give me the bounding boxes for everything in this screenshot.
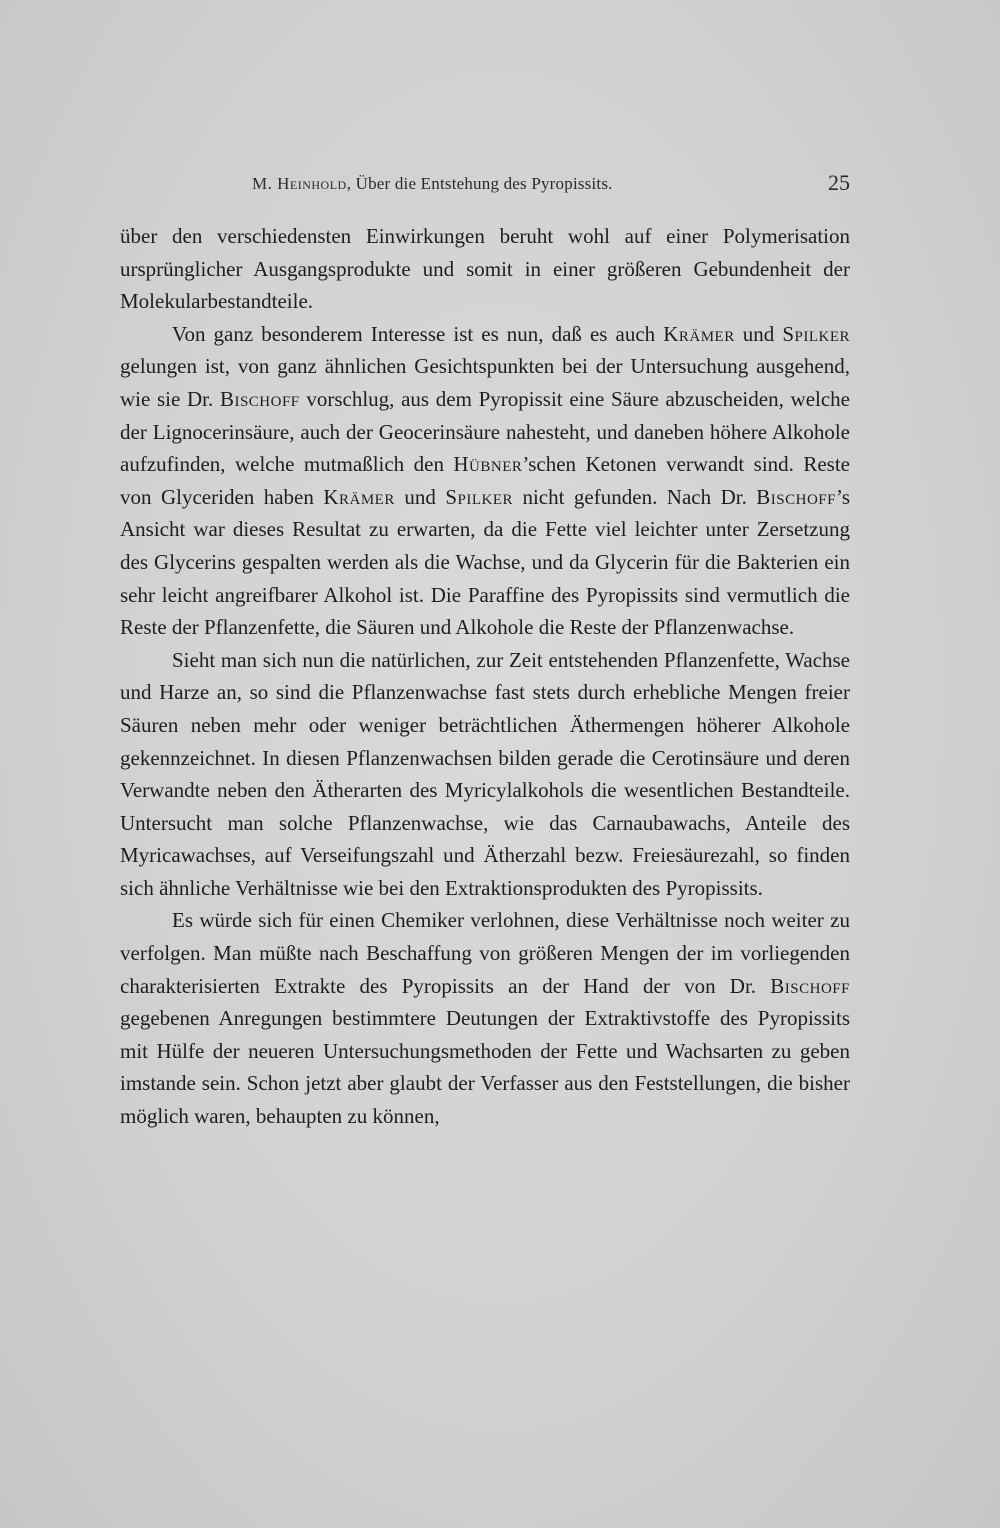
person-name: Krämer bbox=[323, 484, 395, 509]
running-head-title: , Über die Entstehung des Pyropissits. bbox=[346, 174, 613, 193]
text-run: ’s Ansicht war dieses Resultat zu erwarten, da die Fette viel leichter unter Zersetzung des Glycerins gespalten werden als die Wachse, und da Glycerin für die Bakterien ein sehr leicht angreifbarer Alkohol ist. Die Paraffine des Pyropissits sind vermutlich die Reste der Pflanzenfette, die Säuren und Alkohole die Reste der Pflanzenwachse. bbox=[120, 484, 851, 640]
person-name: Bischoff bbox=[770, 973, 850, 998]
person-name: Bischoff bbox=[219, 386, 300, 411]
text-run: gelungen ist, von ganz ähnlichen Gesichtspunkten bei der Untersuchung ausgehend, wie sie Dr. bbox=[120, 354, 850, 411]
text-run: ’schen Ketonen verwandt sind. Reste von Glyceriden haben bbox=[120, 452, 850, 509]
paragraph-1 bbox=[120, 220, 850, 318]
text-run: gegebenen Anregungen bestimmtere Deutungen der Extraktivstoffe des Pyropissits mit Hülfe der neueren Untersuchungsmethoden der Fette und Wachsarten zu geben imstande sein. Schon jetzt aber glaubt der Verfasser aus den Feststellungen, die bisher möglich waren, behaupten zu können, bbox=[120, 1006, 850, 1129]
page-number: 25 bbox=[828, 170, 850, 195]
text-run: und bbox=[734, 321, 783, 346]
body-text bbox=[120, 220, 850, 1133]
text-run: Von ganz besonderem Interesse ist es nun, daß es auch bbox=[172, 321, 664, 346]
text-run: über den verschiedensten Einwirkungen beruht wohl auf einer Polymerisation ursprünglicher Ausgangsprodukte und somit in einer größeren Gebundenheit der Molekularbestandteile. bbox=[120, 224, 850, 314]
person-name: Krämer bbox=[663, 321, 735, 346]
paragraph-3 bbox=[120, 644, 850, 905]
person-name: Spilker bbox=[782, 321, 850, 346]
paragraph-4 bbox=[120, 904, 850, 1132]
running-head bbox=[252, 174, 613, 194]
text-run: vorschlug, aus dem Pyropissit eine Säure abzuscheiden, welche der Lignocerinsäure, auch der Geocerinsäure nahesteht, und daneben höhere Alkohole aufzufinden, welche mutmaßlich den bbox=[120, 386, 850, 477]
text-run: nicht gefunden. Nach Dr. bbox=[513, 484, 757, 509]
person-name: Hübner bbox=[453, 452, 523, 477]
person-name: Bischoff bbox=[756, 484, 836, 509]
text-run: Es würde sich für einen Chemiker verlohnen, diese Verhältnisse noch weiter zu verfolgen. Man müßte nach Beschaffung von größeren Mengen der im vorliegenden charakterisierten Extrakte des Pyropissits an der Hand der von Dr. bbox=[120, 908, 850, 998]
page-header bbox=[252, 170, 850, 200]
text-run: und bbox=[394, 484, 446, 509]
paragraph-2 bbox=[120, 318, 850, 644]
running-head-author: M. Heinhold bbox=[252, 174, 347, 193]
person-name: Spilker bbox=[445, 484, 513, 509]
text-run: Sieht man sich nun die natürlichen, zur Zeit entstehenden Pflanzenfette, Wachse und Harze an, so sind die Pflanzenwachse fast stets durch erhebliche Mengen freier Säuren neben mehr oder weniger beträchtlichen Äthermengen höherer Alkohole gekennzeichnet. In diesen Pflanzenwachsen bilden gerade die Cerotinsäure und deren Verwandte neben den Ätherarten des Myricylalkohols die wesentlichen Bestandteile. Untersucht man solche Pflanzenwachse, wie das Carnaubawachs, Anteile des Myricawachses, auf Verseifungszahl und Ätherzahl bezw. Freiesäurezahl, so finden sich ähnliche Verhältnisse wie bei den Extraktionsprodukten des Pyropissits. bbox=[120, 647, 850, 900]
